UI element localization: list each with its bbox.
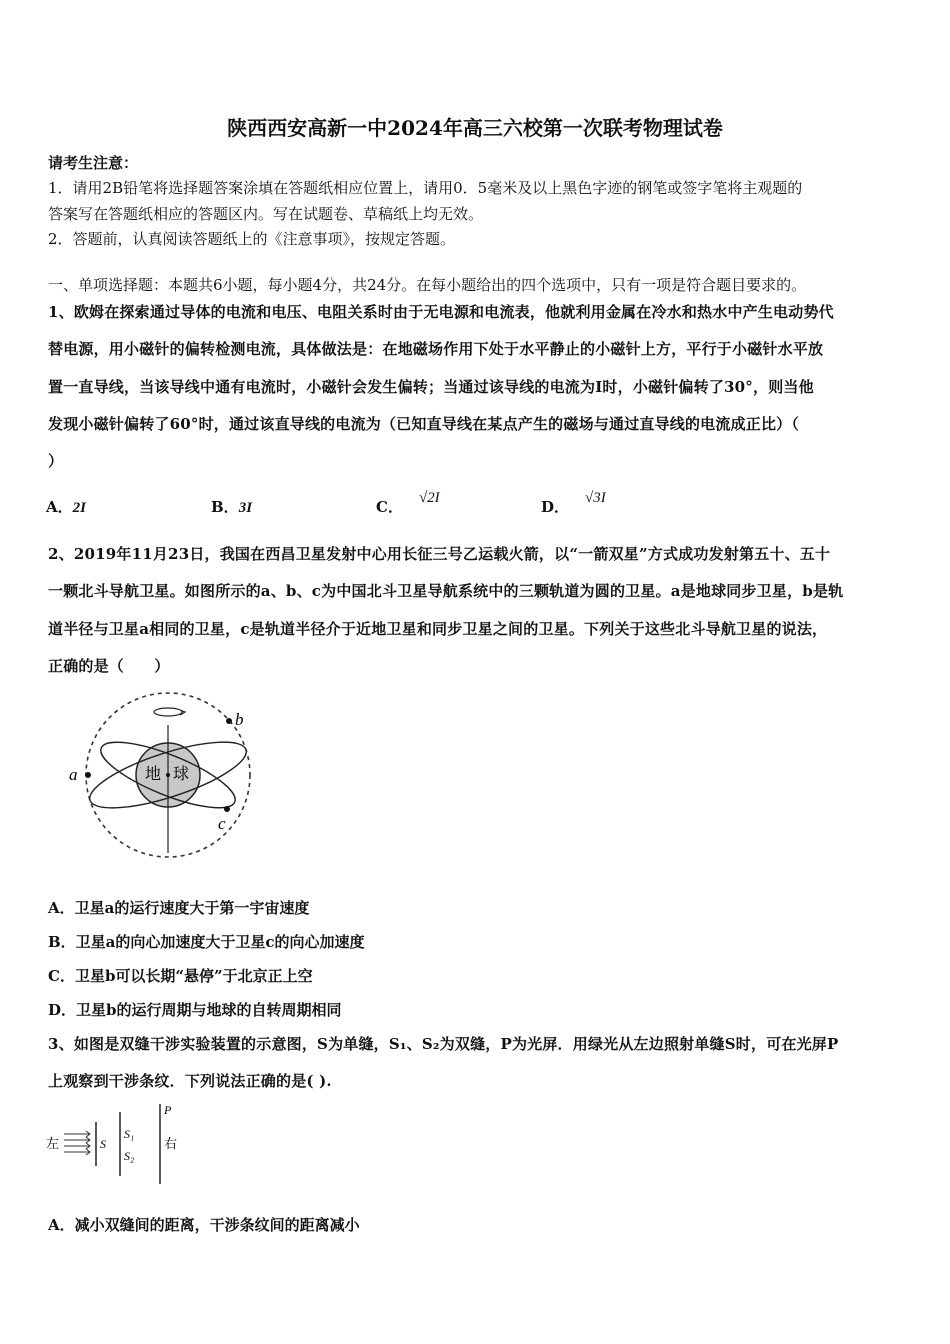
notice-line-2: 答案写在答题纸相应的答题区内。写在试题卷、草稿纸上均无效。 [48, 205, 484, 223]
satellite-a-dot [85, 772, 91, 778]
q1-option-b [211, 496, 252, 517]
earth-label-left: 地 [145, 766, 162, 783]
earth-label-right: 球 [173, 766, 190, 783]
rotation-arrow-icon [154, 708, 182, 716]
satellite-c-dot [224, 806, 230, 812]
q1-option-b-label: B． [211, 498, 239, 516]
q2-option-b: B．卫星a的向心加速度大于卫星c的向心加速度 [48, 933, 365, 951]
q1-option-d-text: √3I [585, 490, 606, 506]
q2-line-2: 一颗北斗导航卫星。如图所示的a、b、c为中国北斗卫星导航系统中的三颗轨道为圆的卫星。a是地球同步卫星，b是轨 [48, 582, 844, 600]
q1-line-5: ） [48, 452, 64, 470]
q2-line-3: 道半径与卫星a相同的卫星，c是轨道半径介于近地卫星和同步卫星之间的卫星。下列关于这些北斗导航卫星的说法， [48, 620, 828, 638]
satellite-orbit-figure [62, 688, 262, 863]
q2-option-d: D．卫星b的运行周期与地球的自转周期相同 [48, 1001, 342, 1019]
satellite-b-dot [226, 718, 232, 724]
notice-line-1: 1．请用2B铅笔将选择题答案涂填在答题纸相应位置上，请用0．5毫米及以上黑色字迹的钢笔或签字笔将主观题的 [48, 179, 803, 197]
satellite-b-label: b [235, 710, 244, 729]
q2-option-c: C．卫星b可以长期“悬停”于北京正上空 [48, 967, 313, 985]
q1-option-a-label: A． [46, 498, 73, 516]
section-heading: 一、单项选择题：本题共6小题，每小题4分，共24分。在每小题给出的四个选项中，只有一项是符合题目要求的。 [48, 276, 807, 294]
q1-line-3: 置一直导线，当该导线中通有电流时，小磁针会发生偏转；当通过该导线的电流为I时，小磁针偏转了30°，则当他 [48, 378, 814, 396]
s-label: S [100, 1137, 106, 1151]
q3-line-2: 上观察到干涉条纹．下列说法正确的是( ). [48, 1072, 332, 1090]
q1-option-a [46, 496, 86, 517]
satellite-a-label: a [69, 765, 78, 784]
satellite-c-label: c [218, 814, 226, 833]
q3-line-1: 3、如图是双缝干涉实验装置的示意图，S为单缝，S₁、S₂为双缝，P为光屏．用绿光从左边照射单缝S时，可在光屏P [48, 1035, 839, 1053]
notice-heading: 请考生注意： [48, 154, 139, 172]
q1-line-4: 发现小磁针偏转了60°时，通过该直导线的电流为（已知直导线在某点产生的磁场与通过直导线的电流成正比）（ [48, 415, 800, 433]
light-arrows [64, 1131, 90, 1155]
q1-option-d [541, 490, 606, 517]
double-slit-figure [44, 1100, 194, 1190]
q2-line-1: 2、2019年11月23日，我国在西昌卫星发射中心用长征三号乙运载火箭，以“一箭双星”方式成功发射第五十、五十 [48, 545, 831, 563]
right-label: 右 [164, 1136, 178, 1151]
q3-option-a: A．减小双缝间的距离，干涉条纹间的距离减小 [48, 1216, 360, 1234]
q1-option-c-label: C． [376, 498, 403, 516]
s1-label: S₁ [124, 1127, 135, 1141]
q2-option-a: A．卫星a的运行速度大于第一宇宙速度 [48, 899, 310, 917]
q1-option-a-text: 2I [72, 500, 86, 516]
earth-center-dot [166, 773, 170, 777]
q2-line-4: 正确的是（ ） [48, 657, 170, 675]
q1-option-c [376, 490, 440, 517]
q1-option-d-label: D． [541, 498, 570, 516]
notice-line-3: 2．答题前，认真阅读答题纸上的《注意事项》，按规定答题。 [48, 230, 456, 248]
q1-option-c-text: √2I [418, 490, 440, 506]
p-label: P [164, 1103, 172, 1117]
s2-label: S₂ [124, 1149, 135, 1163]
q1-line-2: 替电源，用小磁针的偏转检测电流，具体做法是：在地磁场作用下处于水平静止的小磁针上方，平行于小磁针水平放 [48, 340, 824, 358]
q1-option-b-text: 3I [238, 500, 253, 516]
q1-line-1: 1、欧姆在探索通过导体的电流和电压、电阻关系时由于无电源和电流表，他就利用金属在冷水和热水中产生电动势代 [48, 303, 834, 321]
left-label: 左 [46, 1136, 60, 1151]
page-title: 陕西西安高新一中2024年高三六校第一次联考物理试卷 [227, 116, 723, 140]
